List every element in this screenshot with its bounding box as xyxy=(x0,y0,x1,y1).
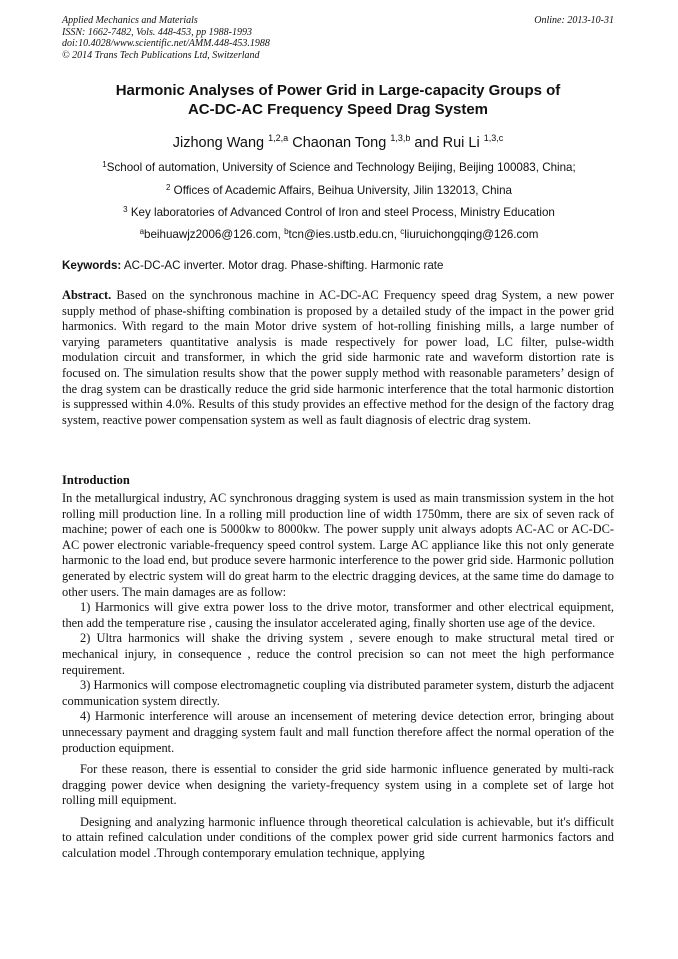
online-date: Online: 2013-10-31 xyxy=(534,15,614,26)
introduction-heading: Introduction xyxy=(62,473,130,487)
intro-paragraph-1: In the metallurgical industry, AC synchronous dragging system is used as main transmission system in the hot rolling mill production line. In a rolling mill production line of width 1750mm, there are six of seven rack of machine; power of each one is 5000kw to 8000kw. The power supply unit always adopts AC-AC or AC-DC-AC power electronic variable-frequency speed control system. Large AC appliance like this not only generate harmonic to the load end, but produce severe harmonic interference to the power grid side. Harmonic pollution generated by electric system will do great harm to the electric dragging devices, at the same time do damage to other users. The main damages are as follow: xyxy=(62,491,614,599)
damage-item-1: 1) Harmonics will give extra power loss to the drive motor, transformer and other electrical equipment, then add the temperature rise , causing the insulator accelerated aging, finally shorten use age of the device. xyxy=(62,600,614,630)
email-c[interactable]: liuruichongqing@126.com xyxy=(404,228,539,241)
affiliation-2-text: Offices of Academic Affairs, Beihua University, Jilin 132013, China xyxy=(170,184,512,197)
author-list xyxy=(62,129,614,152)
keywords xyxy=(62,258,614,273)
author-1-sup: 1,2,a xyxy=(268,133,289,143)
author-2: Chaonan Tong xyxy=(288,135,391,151)
affiliation-1 xyxy=(40,157,638,175)
email-line xyxy=(40,224,638,242)
damage-item-4: 4) Harmonic interference will arouse an incensement of metering device detection error, bringing about unnecessary payment and dragging system fault and mall function therefore affect the normal operation of the production equipment. xyxy=(62,709,614,755)
doi-line: doi:10.4028/www.scientific.net/AMM.448-453.1988 xyxy=(62,38,270,49)
journal-name: Applied Mechanics and Materials xyxy=(62,15,198,26)
journal-header xyxy=(62,15,614,61)
affiliation-3 xyxy=(40,202,638,220)
email-a[interactable]: beihuawjz2006@126.com, xyxy=(144,228,285,241)
email-b[interactable]: tcn@ies.ustb.edu.cn, xyxy=(288,228,401,241)
intro-paragraph-3: Designing and analyzing harmonic influence through theoretical calculation is achievable, but it's difficult to attain refined calculation under conditions of the complex power grid side current harmonics factors and calculation model .Through contemporary emulation technique, applying xyxy=(62,814,614,861)
abstract-label: Abstract. xyxy=(62,288,112,302)
keywords-text: AC-DC-AC inverter. Motor drag. Phase-shifting. Harmonic rate xyxy=(121,259,444,272)
paper-title xyxy=(62,81,614,119)
email-c-sup: c xyxy=(400,227,405,236)
author-1: Jizhong Wang xyxy=(172,135,269,151)
keywords-label: Keywords: xyxy=(62,259,122,272)
abstract-text: Based on the synchronous machine in AC-DC-AC Frequency speed drag System, a new power supply method of phase-shifting combination is proposed by a detailed study of the impact in the power grid harmonics. With regard to the main Motor drive system of hot-rolling finishing mills, a large number of varying parameters quantitative analysis is made respectively for power load, LC filter, pulse-width modulation circuit and transformer, in which the grid side harmonic rate and waveform distortion rate is focused on. The simulation results show that the power supply method with reasonable parameters’ design of the drag system can be drastically reduce the grid side harmonic interference that the total harmonic distortion is suppressed within 4.0%. Results of this study provides an effective method for the design of the factory drag system, reactive power compensation system as well as fault diagnosis of electric drag system. xyxy=(62,288,614,427)
affiliation-1-text: School of automation, University of Science and Technology Beijing, Beijing 100083, China; xyxy=(106,161,576,174)
title-line-1: Harmonic Analyses of Power Grid in Large-capacity Groups of xyxy=(115,82,561,99)
title-line-2: AC-DC-AC Frequency Speed Drag System xyxy=(187,101,489,118)
damage-item-2: 2) Ultra harmonics will shake the driving system , severe enough to make structural metal tired or mechanical injury, in consequence , reduce the control precision so can not meet the high performance requirement. xyxy=(62,631,614,677)
affiliation-2-sup: 2 xyxy=(166,183,171,192)
abstract xyxy=(62,288,614,428)
author-2-sup: 1,3,b xyxy=(390,133,411,143)
affiliation-2 xyxy=(40,180,638,198)
email-a-sup: a xyxy=(139,227,145,236)
introduction-body xyxy=(62,491,614,862)
issn-line: ISSN: 1662-7482, Vols. 448-453, pp 1988-1993 xyxy=(62,26,252,38)
intro-paragraph-2: For these reason, there is essential to consider the grid side harmonic influence generated by multi-rack dragging power device when designing the variety-frequency system using in a complete set of large hot rolling mill equipment. xyxy=(62,762,614,808)
affiliation-1-sup: 1 xyxy=(102,160,107,169)
affiliation-3-sup: 3 xyxy=(123,205,128,214)
author-3: and Rui Li xyxy=(410,135,484,151)
damage-item-3: 3) Harmonics will compose electromagnetic coupling via distributed parameter system, disturb the adjacent communication system directly. xyxy=(62,678,614,708)
copyright-line: © 2014 Trans Tech Publications Ltd, Switzerland xyxy=(62,49,260,61)
affiliation-3-text: Key laboratories of Advanced Control of Iron and steel Process, Ministry Education xyxy=(127,206,555,219)
email-b-sup: b xyxy=(284,227,289,236)
author-3-sup: 1,3,c xyxy=(483,133,504,143)
